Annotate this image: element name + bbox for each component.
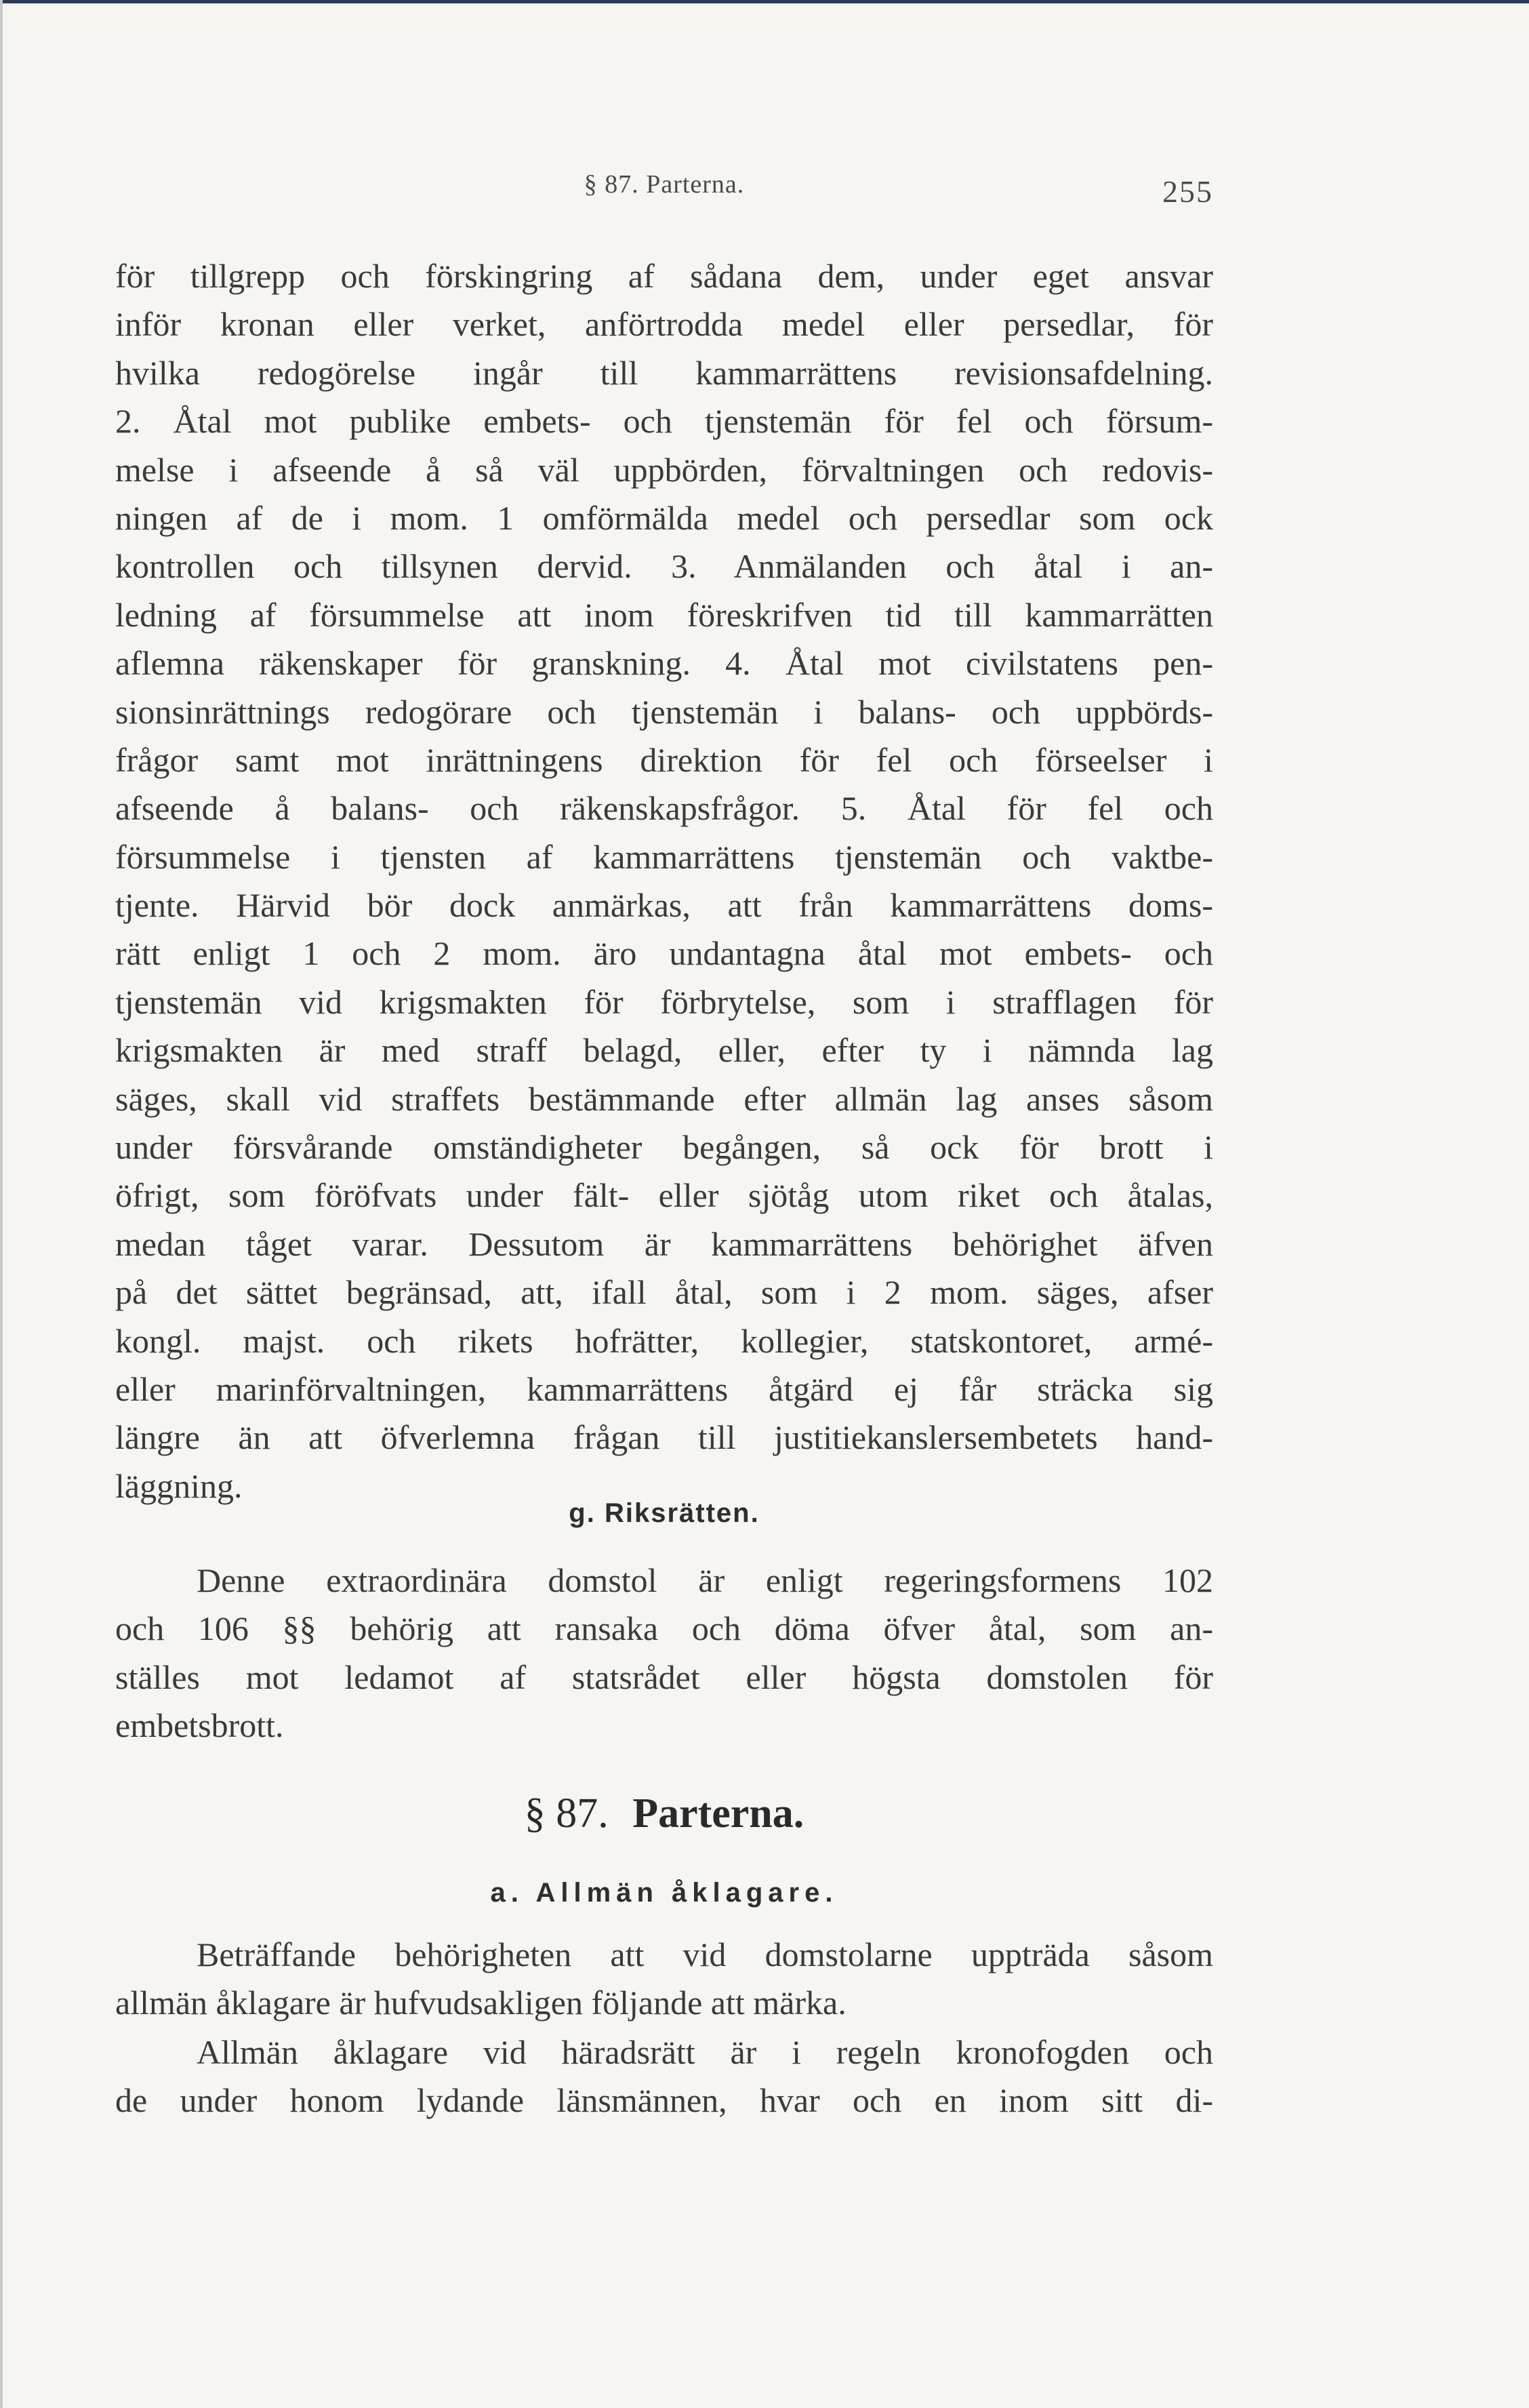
text-line: längre än att öfverlemna frågan till justitiekanslersembetets hand- [115, 1418, 1213, 1457]
page-edge [0, 0, 3, 2408]
section-name: Parterna. [632, 1790, 804, 1837]
text-line: frågor samt mot inrättningens direktion för fel och förseelser i [115, 740, 1213, 779]
section-heading [115, 1790, 1213, 1851]
text-line: melse i afseende å så väl uppbörden, förvaltningen och redovis- [115, 450, 1213, 489]
text-line: de under honom lydande länsmännen, hvar och en inom sitt di- [115, 2081, 1213, 2120]
text-line: säges, skall vid straffets bestämmande efter allmän lag anses såsom [115, 1079, 1213, 1118]
text-line: hvilka redogörelse ingår till kammarrättens revisionsafdelning. [115, 353, 1213, 392]
text-line: försummelse i tjensten af kammarrättens tjenstemän och vaktbe- [115, 837, 1213, 876]
text-line: ställes mot ledamot af statsrådet eller högsta domstolen för [115, 1658, 1213, 1696]
text-line: afseende å balans- och räkenskapsfrågor. 5. Åtal för fel och [115, 789, 1213, 828]
running-header-title: § 87. Parterna. [584, 170, 745, 199]
text-line: krigsmakten är med straff belagd, eller, efter ty i nämnda lag [115, 1031, 1213, 1070]
text-line: Beträffande behörigheten att vid domstolarne uppträda såsom [197, 1935, 1213, 1973]
text-line: sionsinrättnings redogörare och tjenstemän i balans- och uppbörds- [115, 692, 1213, 731]
page-number: 255 [1162, 174, 1213, 209]
text-line: aflemna räkenskaper för granskning. 4. Åtal mot civilstatens pen- [115, 644, 1213, 683]
text-line: medan tåget varar. Dessutom är kammarrättens behörighet äfven [115, 1224, 1213, 1263]
subheading-allman-aklagare: a. Allmän åklagare. [490, 1878, 838, 1908]
text-line: eller marinförvaltningen, kammarrättens åtgärd ej får sträcka sig [115, 1369, 1213, 1408]
text-line: ningen af de i mom. 1 omförmälda medel och persedlar som ock [115, 498, 1213, 537]
section-symbol: § 87. [524, 1790, 609, 1837]
paragraph-block-3 [115, 1931, 1213, 2028]
text-line: ledning af försummelse att inom föreskrifven tid till kammarrätten [115, 595, 1213, 634]
text-line: läggning. [115, 1466, 243, 1505]
top-border [0, 0, 1529, 3]
subheading-riksratten: g. Riksrätten. [569, 1498, 760, 1528]
running-header [115, 169, 1213, 217]
paragraph-block-2 [115, 1557, 1213, 1750]
text-line: tjenstemän vid krigsmakten för förbrytelse, som i strafflagen för [115, 982, 1213, 1021]
text-line: för tillgrepp och förskingring af sådana dem, under eget ansvar [115, 257, 1213, 295]
text-line: på det sättet begränsad, att, ifall åtal, som i 2 mom. säges, afser [115, 1273, 1213, 1312]
text-line: allmän åklagare är hufvudsakligen följande att märka. [115, 1984, 847, 2022]
text-line: inför kronan eller verket, anförtrodda medel eller persedlar, för [115, 305, 1213, 344]
text-line: rätt enligt 1 och 2 mom. äro undantagna åtal mot embets- och [115, 934, 1213, 973]
paragraph-block-1 [115, 252, 1213, 1510]
text-line: under försvårande omständigheter begången, så ock för brott i [115, 1128, 1213, 1167]
text-line: embetsbrott. [115, 1706, 284, 1745]
text-line: tjente. Härvid bör dock anmärkas, att från kammarrättens doms- [115, 886, 1213, 925]
text-line: kontrollen och tillsynen dervid. 3. Anmälanden och åtal i an- [115, 547, 1213, 586]
text-line: 2. Åtal mot publike embets- och tjenstemän för fel och försum- [115, 402, 1213, 441]
paragraph-block-4 [115, 2028, 1213, 2125]
text-line: och 106 §§ behörig att ransaka och döma öfver åtal, som an- [115, 1609, 1213, 1648]
text-line: öfrigt, som föröfvats under fält- eller sjötåg utom riket och åtalas, [115, 1176, 1213, 1215]
text-line: kongl. majst. och rikets hofrätter, kollegier, statskontoret, armé- [115, 1321, 1213, 1360]
text-line: Allmän åklagare vid häradsrätt är i regeln kronofogden och [197, 2033, 1213, 2071]
text-line: Denne extraordinära domstol är enligt regeringsformens 102 [197, 1561, 1213, 1599]
